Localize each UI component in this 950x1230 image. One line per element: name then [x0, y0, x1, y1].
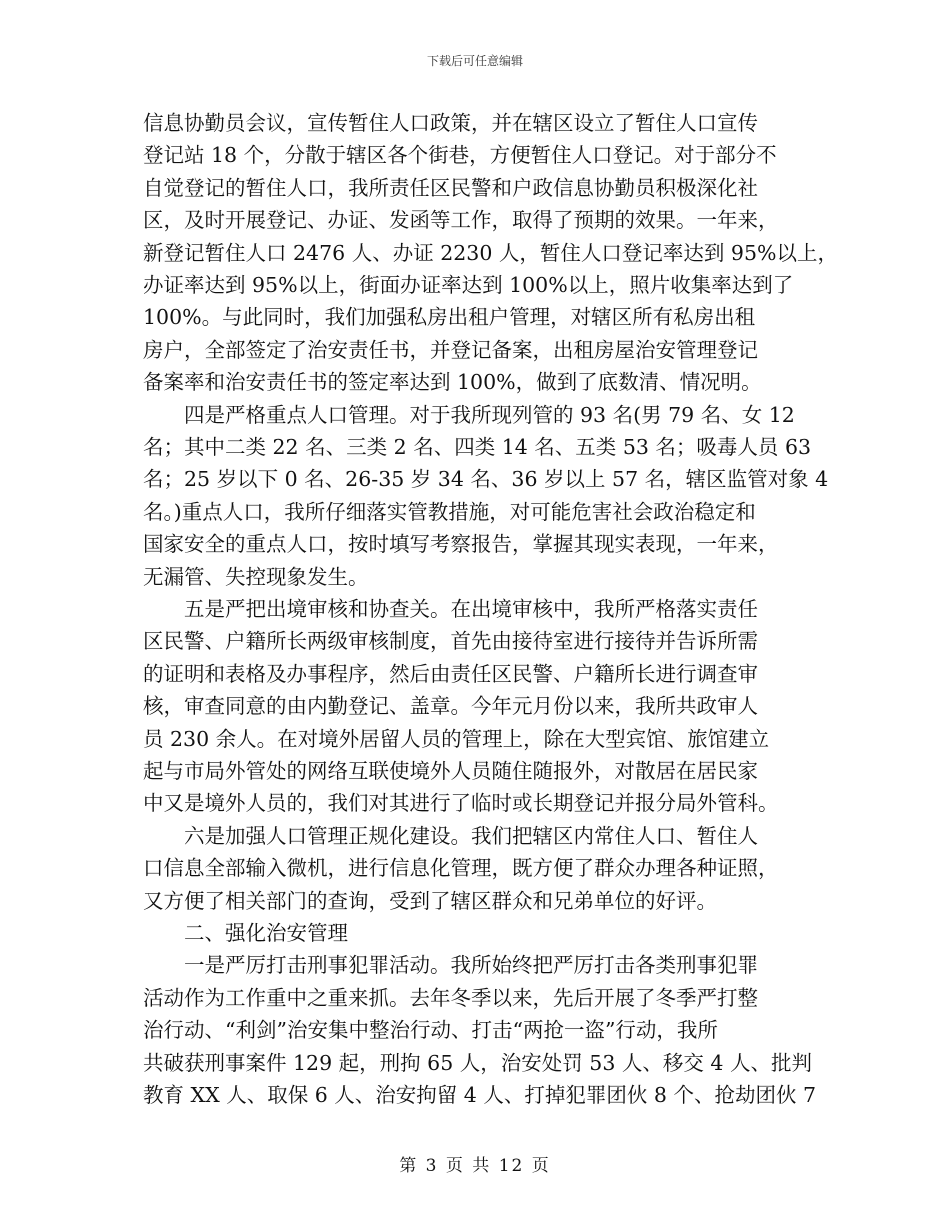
- text-line: 备案率和治安责任书的签定率达到 100%，做到了底数清、情况明。: [143, 370, 762, 395]
- text-line: 六是加强人口管理正规化建设。我们把辖区内常住人口、暂住人: [143, 823, 758, 848]
- text-line: 区，及时开展登记、办证、发函等工作，取得了预期的效果。一年来，: [143, 208, 779, 233]
- text-line: 无漏管、失控现象发生。: [143, 564, 369, 589]
- text-line: 教育 XX 人、取保 6 人、治安拘留 4 人、打掉犯罪团伙 8 个、抢劫团伙 7: [143, 1083, 817, 1107]
- text-line: 名；25 岁以下 0 名、26-35 岁 34 名、36 岁以上 57 名，辖区监管对象 4: [143, 467, 829, 492]
- text-line: 又方便了相关部门的查询，受到了辖区群众和兄弟单位的好评。: [143, 888, 717, 913]
- text-line: 四是严格重点人口管理。对于我所现列管的 93 名(男 79 名、女 12: [143, 402, 795, 427]
- text-line: 起与市局外管处的网络互联使境外人员随住随报外，对散居在居民家: [143, 759, 758, 783]
- text-line: 办证率达到 95%以上，街面办证率达到 100%以上，照片收集率达到了: [143, 273, 794, 297]
- text-line: 新登记暂住人口 2476 人、办证 2230 人，暂住人口登记率达到 95%以上，: [143, 240, 838, 265]
- text-line: 核，审查同意的由内勤登记、盖章。今年元月份以来，我所共政审人: [143, 694, 758, 719]
- text-line: 自觉登记的暂住人口，我所责任区民警和户政信息协勤员积极深化社: [143, 175, 758, 200]
- text-line: 活动作为工作重中之重来抓。去年冬季以来，先后开展了冬季严打整: [143, 985, 758, 1010]
- text-line: 共破获刑事案件 129 起，刑拘 65 人，治安处罚 53 人、移交 4 人、批判: [143, 1050, 812, 1075]
- text-line: 治行动、“利剑”治安集中整治行动、打击“两抢一盗”行动，我所: [143, 1018, 718, 1043]
- text-line: 二、强化治安管理: [143, 921, 348, 945]
- page-header: 下载后可任意编辑: [426, 54, 523, 68]
- text-line: 区民警、户籍所长两级审核制度，首先由接待室进行接待并告诉所需: [143, 629, 758, 654]
- text-line: 100%。与此同时，我们加强私房出租户管理，对辖区所有私房出租: [143, 305, 756, 330]
- text-line: 国家安全的重点人口，按时填写考察报告，掌握其现实表现，一年来，: [143, 532, 779, 557]
- text-line: 的证明和表格及办事程序，然后由责任区民警、户籍所长进行调查审: [143, 661, 758, 686]
- page-footer: 第 3 页 共 12 页: [399, 1156, 551, 1176]
- text-line: 名。)重点人口，我所仔细落实管教措施，对可能危害社会政治稳定和: [143, 499, 756, 524]
- text-line: 一是严厉打击刑事犯罪活动。我所始终把严厉打击各类刑事犯罪: [143, 953, 758, 978]
- text-line: 房户，全部签定了治安责任书，并登记备案，出租房屋治安管理登记: [143, 337, 758, 362]
- text-line: 员 230 余人。在对境外居留人员的管理上，除在大型宾馆、旅馆建立: [143, 726, 770, 751]
- text-line: 口信息全部输入微机，进行信息化管理，既方便了群众办理各种证照，: [143, 856, 779, 881]
- text-line: 登记站 18 个，分散于辖区各个街巷，方便暂住人口登记。对于部分不: [143, 143, 777, 168]
- text-line: 五是严把出境审核和协查关。在出境审核中，我所严格落实责任: [143, 597, 758, 621]
- text-line: 名；其中二类 22 名、三类 2 名、四类 14 名、五类 53 名；吸毒人员 63: [143, 435, 812, 459]
- text-line: 中又是境外人员的，我们对其进行了临时或长期登记并报分局外管科。: [143, 791, 779, 816]
- text-line: 信息协勤员会议，宣传暂住人口政策，并在辖区设立了暂住人口宣传: [143, 111, 758, 135]
